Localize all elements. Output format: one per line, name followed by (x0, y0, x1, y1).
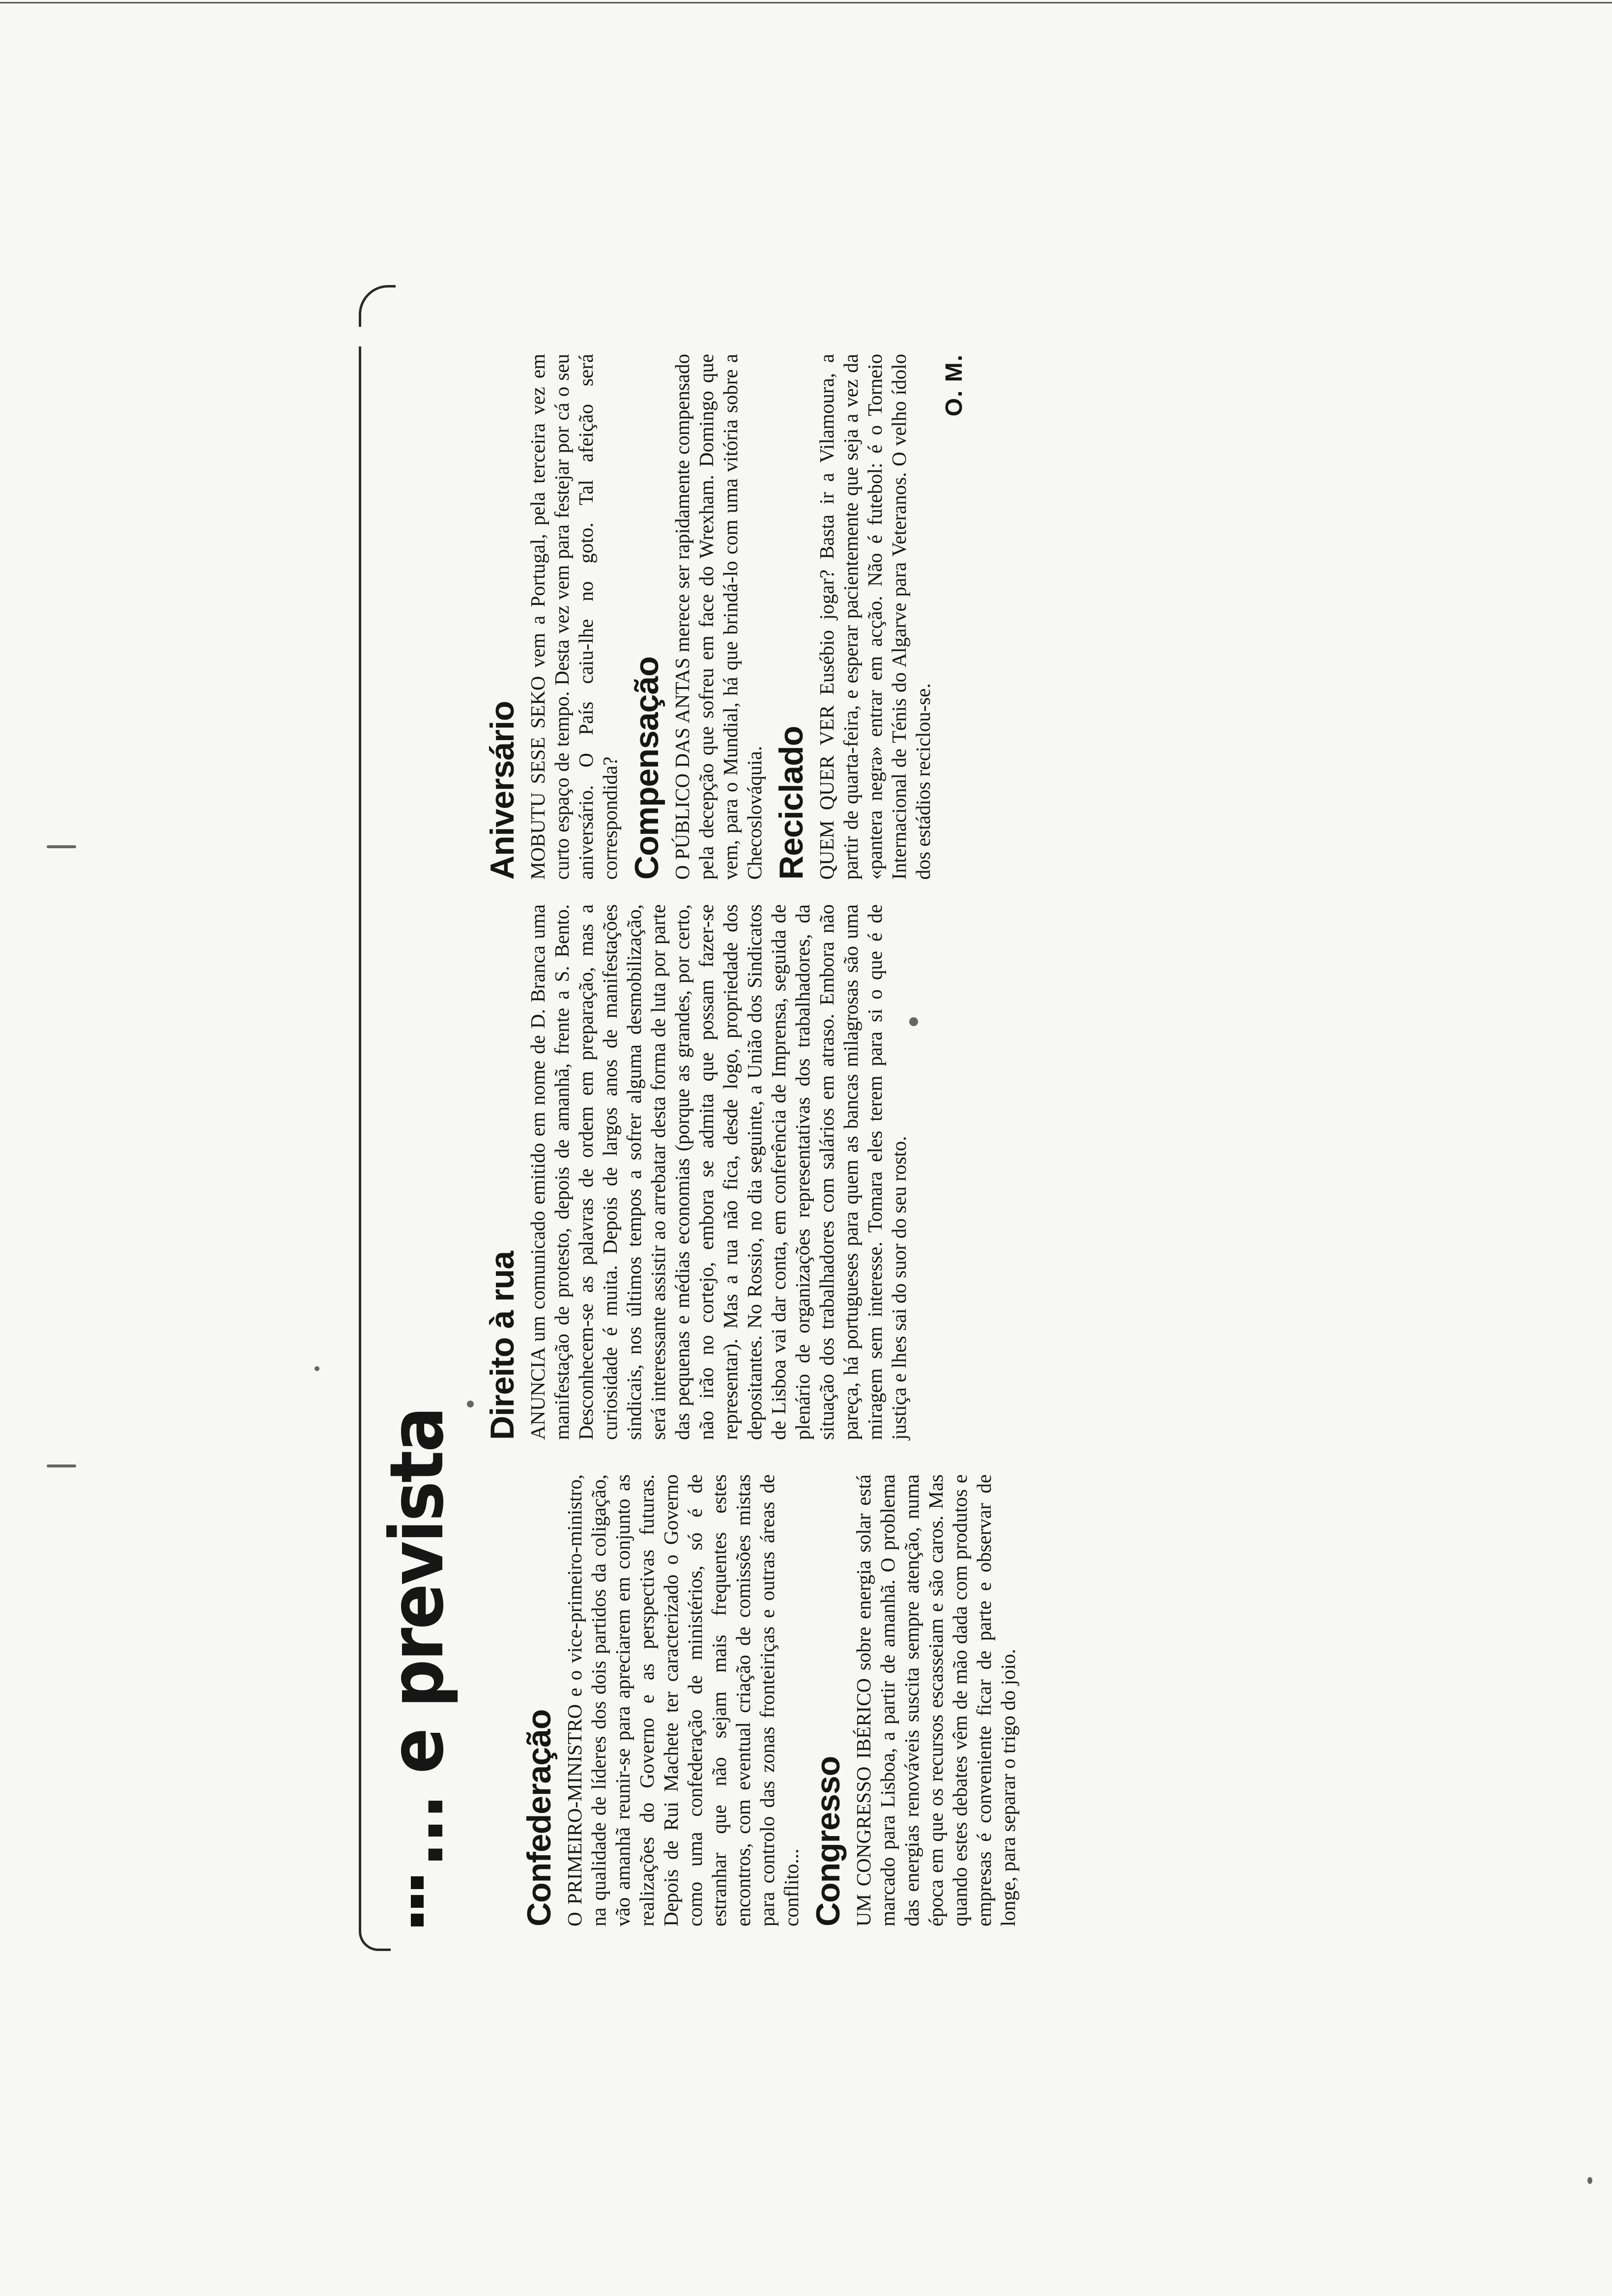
article-confederacao: O PRIMEIRO-MINISTRO e o vice-primeiro-ministro, na qualidade de líderes dos dois partidos da coligação, vão amanhã reunir-se para apreciarem em conjunto as realizações do Governo e as perspectivas futuras. Depois de Rui Machete ter caracterizado o Governo como uma confederação de ministérios, só é de estranhar que não sejam mais frequentes estes encontros, com eventual criação de comissões mistas para controlo das zonas fronteiriças e outras áreas de conflito... (563, 1474, 803, 1926)
heading-confederacao: Confederação (520, 1709, 558, 1926)
scan-speck (315, 1366, 319, 1371)
column-2 (482, 904, 1096, 1440)
heading-reciclado: Reciclado (773, 726, 810, 880)
scan-speck (467, 1401, 474, 1407)
article-compensacao: O PÚBLICO DAS ANTAS merece ser rapidamente compensado pela decepção que sofreu em face do Wrexham. Domingo que vem, para o Mundial, há que brindá-lo com uma vitória sobre a Checoslováquia. (671, 354, 766, 880)
column-1 (460, 1474, 1096, 1926)
heading-direito-a-rua: Direito à rua (484, 1251, 521, 1440)
scan-speck (47, 845, 76, 848)
article-aniversario: MOBUTU SESE SEKO vem a Portugal, pela terceira vez em curto espaço de tempo. Desta vez vem para festejar por cá o seu aniversário. O País caiu-lhe no goto. Tal afeição será correspondida? (526, 354, 621, 880)
column-3 (482, 354, 1096, 880)
article-reciclado: QUEM QUER VER Eusébio jogar? Basta ir a Vilamoura, a partir de quarta-feira, e esperar pacientemente que seja a vez da «pantera negra» entrar em acção. Não é futebol: é o Torneio Internacional de Ténis do Algarve para Veteranos. O velho ídolo dos estádios reciclou-se. (815, 354, 934, 880)
scan-speck (909, 1017, 918, 1026)
article-congresso: UM CONGRESSO IBÉRICO sobre energia solar está marcado para Lisboa, a partir de amanhã. O problema das energias renováveis suscita sempre atenção, numa época em que os recursos escasseiam e são caros. Mas quando estes debates vêm de mão dada com produtos e empresas é conveniente ficar de parte e observar de longe, para separar o trigo do joio. (852, 1474, 1019, 1926)
author-signature: O. M. (941, 354, 967, 417)
heading-congresso: Congresso (809, 1756, 847, 1926)
clipping-border-corner (359, 285, 396, 327)
clipping-rotated-content (374, 315, 1116, 1936)
section-masthead (375, 1368, 459, 1926)
masthead-bullets (411, 1876, 424, 1926)
scan-speck (47, 1464, 76, 1467)
heading-compensacao: Compensação (628, 657, 665, 880)
article-direito-a-rua: ANUNCIA um comunicado emitido em nome de D. Branca uma manifestação de protesto, depois de amanhã, frente a S. Bento. Desconhecem-se as palavras de ordem em preparação, mas a curiosidade é muita. Depois de largos anos de manifestações sindicais, nos últimos tempos a sofrer alguma desmobilização, será interessante assistir ao arrebatar desta forma de luta por parte das pequenas e médias economias (porque as grandes, por certo, não irão no cortejo, embora se admita que possam fazer-se representar). Mas a rua não fica, desde logo, propriedade dos depositantes. No Rossio, no dia seguinte, a União dos Sindicatos de Lisboa vai dar conta, em conferência de Imprensa, seguida de plenário de organizações representativas dos trabalhadores, da situação dos trabalhadores com salários em atraso. Embora não pareça, há portugueses para quem as bancas milagrosas são uma miragem sem interesse. Tomara eles terem para si o que é de justiça e lhes sai do suor do seu rosto. (526, 904, 910, 1440)
masthead-title: ... e prevista (374, 1408, 460, 1867)
scan-speck (1587, 2177, 1592, 2184)
heading-aniversario: Aniversário (484, 701, 521, 880)
